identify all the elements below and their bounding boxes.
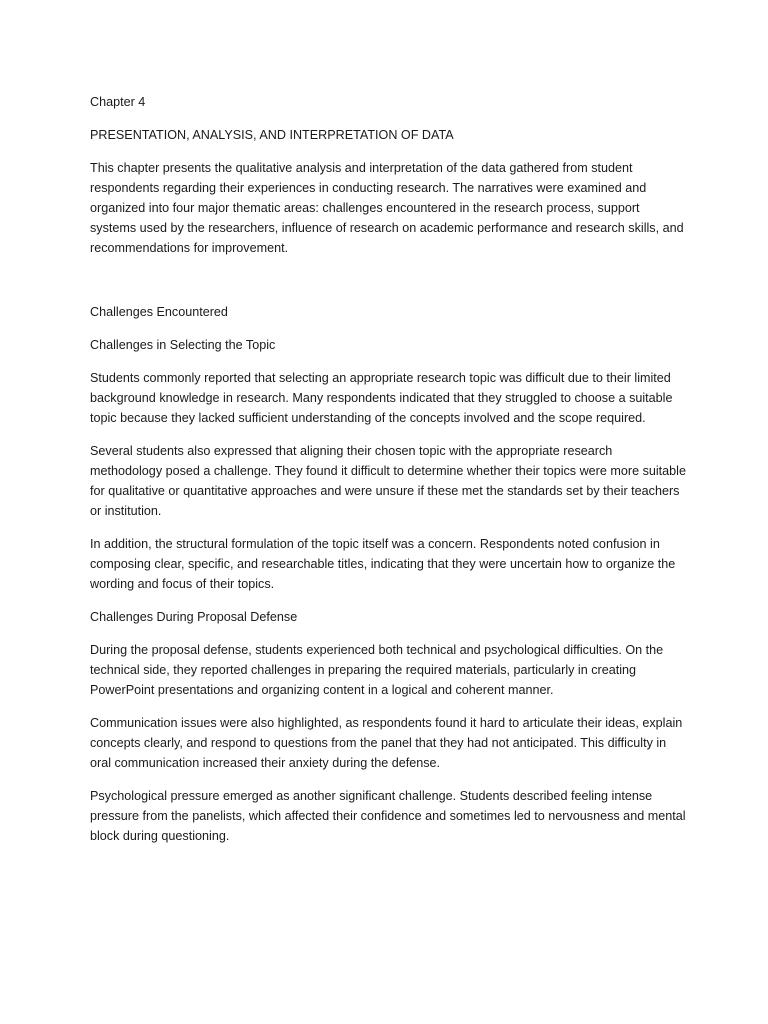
subsection-heading-defense: Challenges During Proposal Defense — [90, 610, 298, 624]
intro-paragraph: This chapter presents the qualitative analysis and interpretation of the data gathered from student respondents regarding their experiences in conducting research. The narratives were examined and organized into four major thematic areas: challenges encountered in the research process, support systems used by the researchers, influence of research on academic performance and research skills, and recommendations for improvement. — [90, 161, 684, 255]
section-heading: Challenges Encountered — [90, 305, 228, 319]
body-paragraph: Psychological pressure emerged as another significant challenge. Students described feeling intense pressure from the panelists, which affected their confidence and sometimes led to nervousness and mental block during questioning. — [90, 789, 686, 843]
subsection-heading-topic: Challenges in Selecting the Topic — [90, 338, 276, 352]
chapter-label: Chapter 4 — [90, 95, 146, 109]
body-paragraph: In addition, the structural formulation of the topic itself was a concern. Respondents noted confusion in composing clear, specific, and researchable titles, indicating that they were uncertain how to organize the wording and focus of their topics. — [90, 537, 676, 591]
body-paragraph: Communication issues were also highlighted, as respondents found it hard to articulate their ideas, explain concepts clearly, and respond to questions from the panel that they had not anticipated. This difficulty in oral communication increased their anxiety during the defense. — [90, 716, 683, 770]
body-paragraph: Several students also expressed that aligning their chosen topic with the appropriate research methodology posed a challenge. They found it difficult to determine whether their topics were more suitable for qualitative or quantitative approaches and were unsure if these met the standards set by their teachers or institution. — [90, 444, 686, 518]
chapter-title: PRESENTATION, ANALYSIS, AND INTERPRETATION OF DATA — [90, 128, 454, 142]
section-spacer — [90, 271, 686, 302]
body-paragraph: During the proposal defense, students experienced both technical and psychological difficulties. On the technical side, they reported challenges in preparing the required materials, particularly in creating PowerPoint presentations and organizing content in a logical and coherent manner. — [90, 643, 664, 697]
body-paragraph: Students commonly reported that selecting an appropriate research topic was difficult due to their limited background knowledge in research. Many respondents indicated that they struggled to choose a suitable topic because they lacked sufficient understanding of the concepts involved and the scope required. — [90, 371, 673, 425]
document-body — [90, 92, 686, 859]
